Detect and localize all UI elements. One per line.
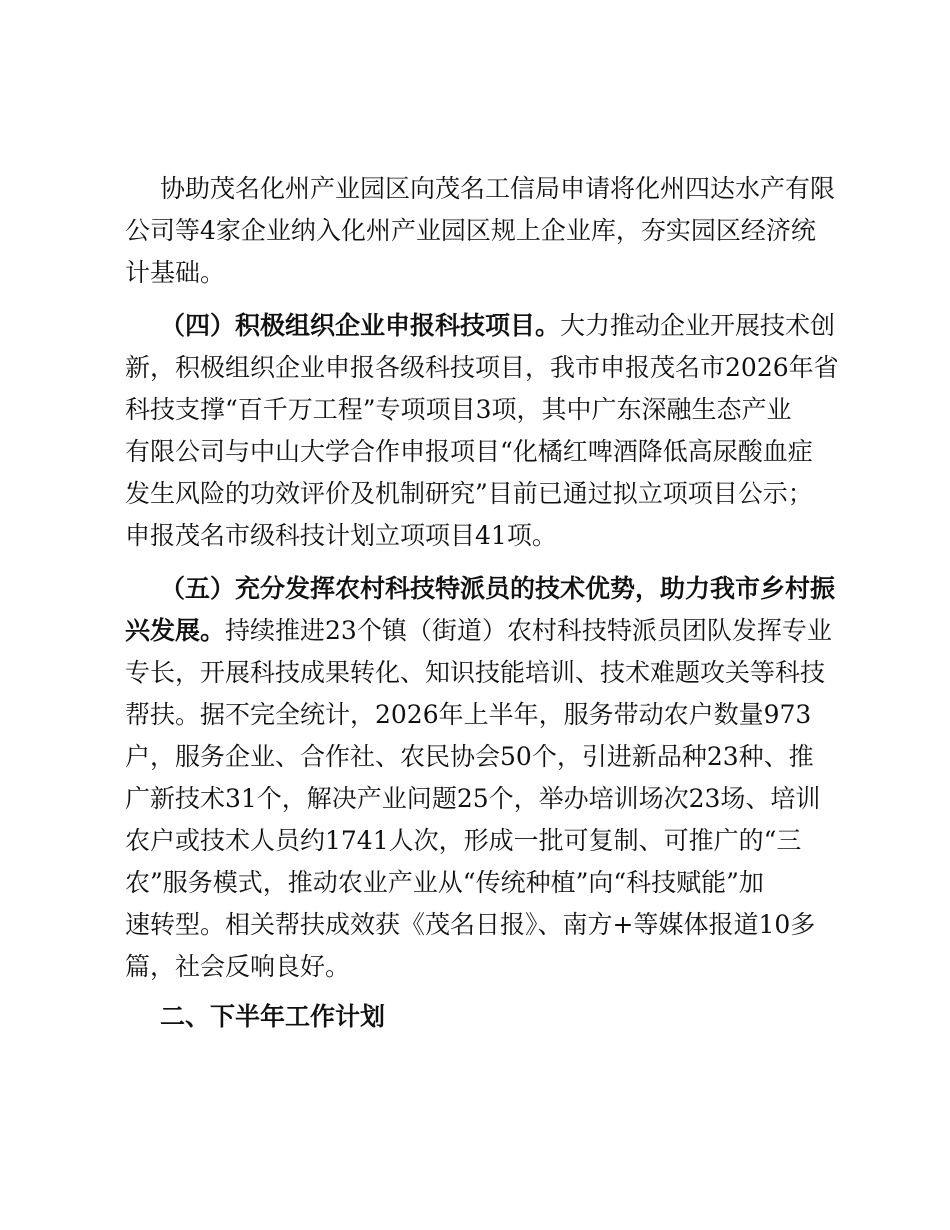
paragraph-line: 公司等4家企业纳入化州产业园区规上企业库，夯实园区经济统 [125, 216, 816, 245]
paragraph-text: 持续推进23个镇（街道）农村科技特派员团队发挥专业 [225, 616, 832, 645]
paragraph-line: 专长，开展科技成果转化、知识技能培训、技术难题攻关等科技 [125, 658, 826, 687]
subsection-5-heading-end: 兴发展。 [125, 616, 226, 645]
paragraph-line: 计基础。 [125, 258, 226, 287]
paragraph-line: 科技支撑“百千万工程”专项项目3项，其中广东深融生态产业 [125, 395, 792, 424]
section-heading: 二、下半年工作计划 [160, 1002, 386, 1031]
paragraph-line: 帮扶。据不完全统计，2026年上半年，服务带动农户数量973 [125, 700, 812, 729]
paragraph-line: 申报茂名市级科技计划立项项目41项。 [125, 521, 557, 550]
paragraph-line: 速转型。相关帮扶成效获《茂名日报》、南方+等媒体报道10多 [125, 910, 816, 939]
subsection-4-line [160, 310, 835, 342]
paragraph-line: 户，服务企业、合作社、农民协会50个，引进新品种23种、推 [125, 742, 814, 771]
paragraph-line: 有限公司与中山大学合作申报项目“化橘红啤酒降低高尿酸血症 [125, 437, 813, 466]
paragraph-line: 农户或技术人员约1741人次，形成一批可复制、可推广的“三 [125, 826, 802, 855]
paragraph-line: 广新技术31个，解决产业问题25个，举办培训场次23场、培训 [125, 784, 821, 813]
paragraph-line: 协助茂名化州产业园区向茂名工信局申请将化州四达水产有限 [160, 174, 836, 203]
subsection-4-heading: （四）积极组织企业申报科技项目。 [160, 311, 561, 340]
subsection-5-heading: （五）充分发挥农村科技特派员的技术优势，助力我市乡村振 [160, 574, 836, 603]
paragraph-line: 农”服务模式，推动农业产业从“传统种植”向“科技赋能”加 [125, 868, 764, 897]
paragraph-text: 大力推动企业开展技术创 [560, 311, 836, 340]
paragraph-line: 发生风险的功效评价及机制研究”目前已通过拟立项项目公示； [125, 479, 813, 508]
paragraph-line: 篇，社会反响良好。 [125, 952, 351, 981]
subsection-5-line [125, 615, 832, 647]
paragraph-line: 新，积极组织企业申报各级科技项目，我市申报茂名市2026年省 [125, 353, 839, 382]
